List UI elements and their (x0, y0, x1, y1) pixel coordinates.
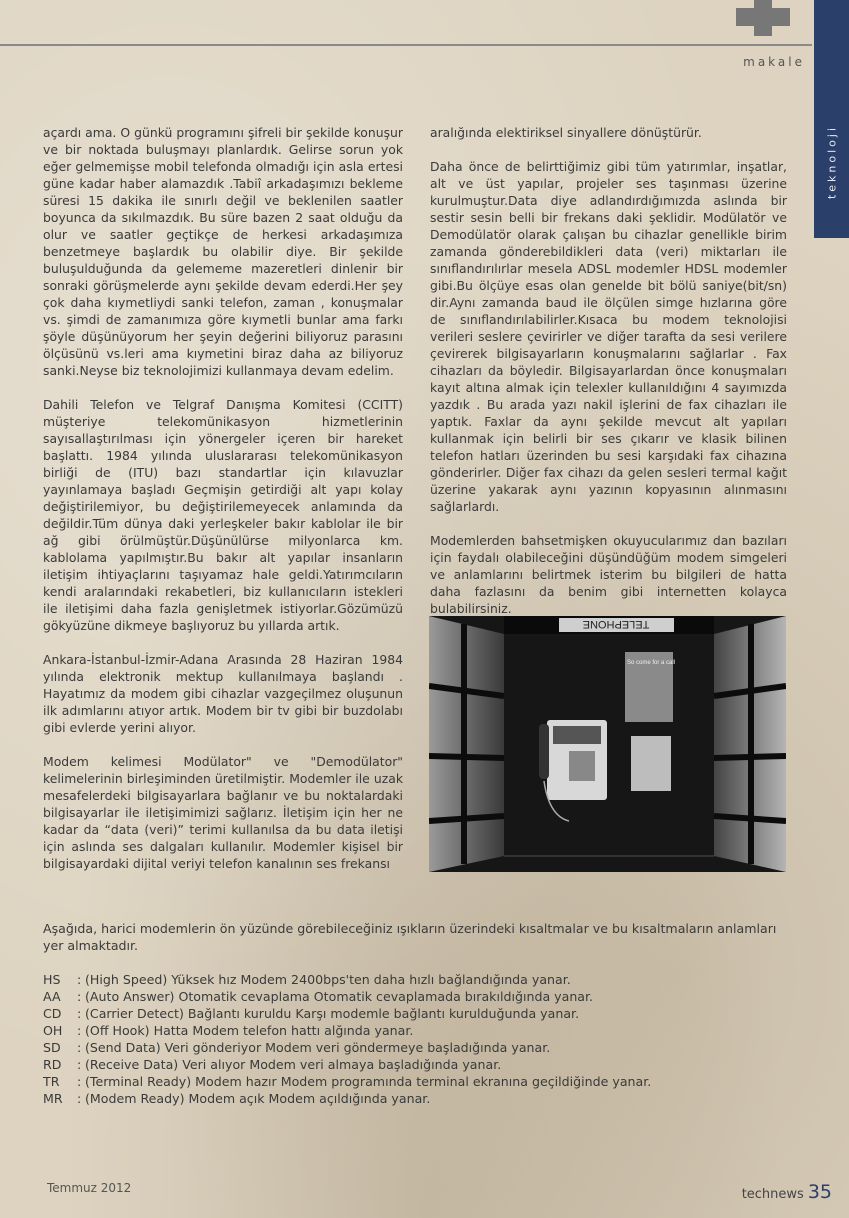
list-item: MR : (Modem Ready) Modem açık Modem açıldığında yanar. (43, 1091, 431, 1106)
abbreviation-list (43, 971, 788, 1107)
paragraph: açardı ama. O günkü programını şifreli bir şekilde konuşur ve bir noktada buluşmayı planlardık. Gelirse sorun yok eğer gelmemişse mobil telefonda olmadığı için asla ertesi güne kadar haber alamazdık .Tabiî arkadaşımızı bekleme süresi 15 dakika ile sınırlı değil ve beklenilen saatler boyunca da sıkılmazdık. Bu süre bazen 2 saat olduğu da olur ve saatler geçtikçe de herkesi arkadaşımıza benzetmeye başlardık bu olabilir diye. Bir şekilde buluşulduğunda da gelememe mazeretleri dinlenir bir sonraki görüşmelerde aynı şekilde devam ederdi.Her şey çok daha kıymetliydi sanki telefon, zaman , konuşmalar vs. şimdi de zamanımıza göre kıymetli bunlar ama farkı şöyle düşünüyorum her şeyin değerini biliyoruz parasını ölçüsünü vs.leri ama kıymetini biraz daha az biliyoruz sanki.Neyse biz teknolojimizi kullanmaya devam edelim. (43, 125, 403, 378)
paragraph: aralığında elektiriksel sinyallere dönüştürür. (430, 125, 702, 140)
poster-text: So come for a call (627, 660, 676, 666)
paragraph: Modemlerden bahsetmişken okuyucularımız dan bazıları için faydalı olabileceğini düşündüğüm modem simgeleri ve anlamlarını belirtmek isterim bu bilgileri de hatta daha fazlasını da benim gibi internetten kolayca bulabilirsiniz. (430, 533, 787, 616)
category-tab-label: teknoloji (825, 124, 838, 200)
paragraph: Dahili Telefon ve Telgraf Danışma Komitesi (CCITT) müşteriye telekomünikasyon hizmetlerinin sayısallaştırılması için yönergeler içeren bir hareket başlattı. 1984 yılında uluslararası telekomünikasyon birliği de (ITU) bazı standartlar için kılavuzlar yayınlamaya başladı Geçmişin getirdiği alt yapı kolay değiştirilemiyor, bu değiştirilemeyecek anlamında da değildir.Tüm dünya daki yerleşkeler bakır kablolar ile bir ağ gibi örülmüştür.Düşünülürse milyonlarca km. kablolama yapılmıştır.Bu bakır alt yapılar insanların iletişim ihtiyaçlarını taşıyamaz hale geldi.Yatırımcıların kendi aralarındaki rekabetleri, biz kullanıcıların istekleri ile iletişimi daha fazla genişletmek istiyorlar.Gözümüzü gökyüzüne dikmeye başlıyoruz bu yıllarda artık. (43, 397, 403, 633)
list-item: RD : (Receive Data) Veri alıyor Modem veri almaya başladığında yanar. (43, 1057, 502, 1072)
article-column-right (430, 124, 787, 634)
category-tab (814, 0, 849, 238)
paragraph: Daha önce de belirttiğimiz gibi tüm yatırımlar, inşatlar, alt ve üst yapılar, projeler ses taşınması üzerine kurulmuştur.Data diye adlandırdığımızda aslında bir sestir sesin belli bir frekans daki şeklidir. Modülatör ve Demodülatör olarak çalışan bu cihazlar genellikle birim zamanda gönderebildikleri data (veri) miktarları ile sınıflandırılırlar mesela ADSL modemler HDSL modemler gibi.Bu ölçüye esas olan genelde bit bölü saniye(bit/sn) dir.Aynı zamanda baud ile ölçülen simge hızlarına göre de sınıflandırılabilirler.Kısaca bu modem teknolojisi verileri seslere çevirirler ve diğer tarafta da sesi verilere çevirerek bilgisayarların konuşmalarını sağlarlar . Fax cihazları da böyledir. Bilgisayarlardan önce konuşmaları kayıt altına almak için telexler kullanıldığını 4 sayımızda yazdık . Bu arada yazı nakil işlerini de fax cihazları ile yaptık. Faxlar da aynı şekilde mevcut alt yapıları kullanmak için belirli bir ses çıkarır ve klasik bilinen telefon hatları üzerinden bu sesi karşıdaki fax cihazına gönderirler. Diğer fax cihazı da gelen sesleri termal kağıt üzerine yakarak aynı yazının kopyasının alınmasını sağlarlardı. (430, 159, 787, 514)
list-item: AA : (Auto Answer) Otomatik cevaplama Otomatik cevaplamada bırakıldığında yanar. (43, 989, 594, 1004)
section-label: makale (743, 55, 805, 69)
page-number: 35 (807, 1181, 832, 1203)
paragraph: Ankara-İstanbul-İzmir-Adana Arasında 28 Haziran 1984 yılında elektronik mektup kullanılmaya başlandı . Hayatımız da modem gibi cihazlar vazgeçilmez oluşunun ilk adımlarını atıyor artık. Modem bir tv gibi bir buzdolabı gibi evlerde yerini alıyor. (43, 652, 403, 735)
plus-logo-icon (736, 0, 790, 36)
list-item: HS : (High Speed) Yüksek hız Modem 2400bps'ten daha hızlı bağlandığında yanar. (43, 972, 571, 987)
issue-date: Temmuz 2012 (47, 1181, 132, 1195)
booth-sign-text: TELEPHONE (582, 618, 650, 630)
header-rule (0, 44, 812, 46)
phone-booth-photo (429, 616, 786, 872)
paragraph: Modem kelimesi Modülator" ve "Demodülator" kelimelerinin birleşiminden üretilmiştir. Modemler ile uzak mesafelerdeki bilgisayarlara bağlanır ve bu noktalardaki bilgisayarlar ile iletişimimizi sağlarız. İletişim için her ne kadar da “data (veri)” terimi kullanılsa da bu data iletişi için aslında ses dalgaları kullanılır. Modemler kişisel bir bilgisayardaki dijital veriyi telefon kanalının ses frekansı (43, 754, 403, 871)
page-footer (742, 1181, 832, 1203)
list-item: TR : (Terminal Ready) Modem hazır Modem programında terminal ekranına geçildiğinde yanar. (43, 1074, 652, 1089)
list-item: OH : (Off Hook) Hatta Modem telefon hattı alğında yanar. (43, 1023, 414, 1038)
abbreviation-intro: Aşağıda, harici modemlerin ön yüzünde görebileceğiniz ışıkların üzerindeki kısaltmalar ve bu kısaltmaların anlamları yer almaktadır. (43, 921, 777, 953)
abbreviation-section (43, 920, 788, 1107)
brand-name: technews (741, 1187, 804, 1202)
list-item: SD : (Send Data) Veri gönderiyor Modem veri göndermeye başladığında yanar. (43, 1040, 551, 1055)
article-column-left (43, 124, 403, 889)
list-item: CD : (Carrier Detect) Bağlantı kuruldu Karşı modemle bağlantı kurulduğunda yanar. (43, 1006, 580, 1021)
